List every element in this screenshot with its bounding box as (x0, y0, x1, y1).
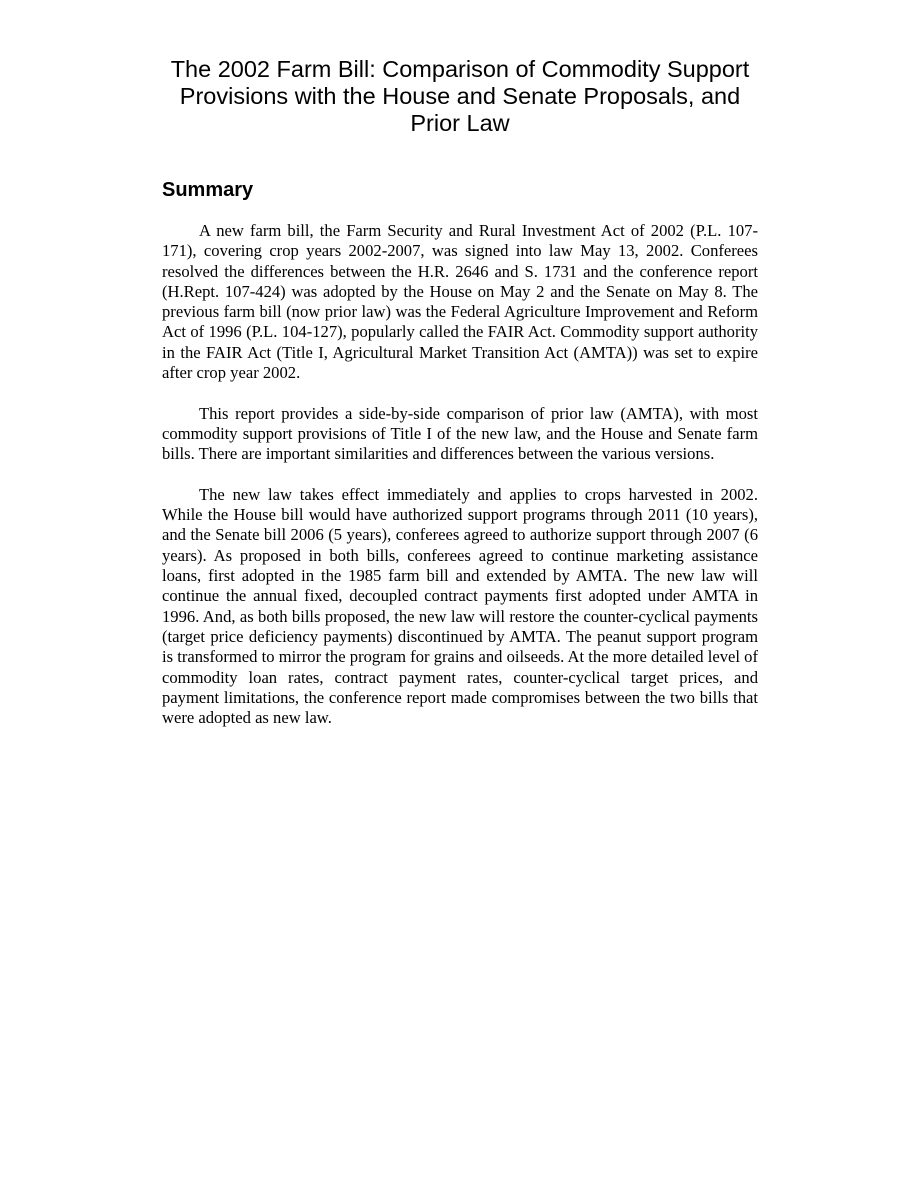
summary-paragraph-1: A new farm bill, the Farm Security and Rural Investment Act of 2002 (P.L. 107-171), covering crop years 2002-2007, was signed into law May 13, 2002. Conferees resolved the differences between the H.R. 2646 and S. 1731 and the conference report (H.Rept. 107-424) was adopted by the House on May 2 and the Senate on May 8. The previous farm bill (now prior law) was the Federal Agriculture Improvement and Reform Act of 1996 (P.L. 104-127), popularly called the FAIR Act. Commodity support authority in the FAIR Act (Title I, Agricultural Market Transition Act (AMTA)) was set to expire after crop year 2002. (162, 221, 758, 383)
summary-paragraph-2: This report provides a side-by-side comparison of prior law (AMTA), with most commodity support provisions of Title I of the new law, and the House and Senate farm bills. There are important similarities and differences between the various versions. (162, 403, 758, 464)
summary-paragraph-3: The new law takes effect immediately and applies to crops harvested in 2002. While the House bill would have authorized support programs through 2011 (10 years), and the Senate bill 2006 (5 years), conferees agreed to authorize support through 2007 (6 years). As proposed in both bills, conferees agreed to continue marketing assistance loans, first adopted in the 1985 farm bill and extended by AMTA. The new law will continue the annual fixed, decoupled contract payments first adopted under AMTA in 1996. And, as both bills proposed, the new law will restore the counter-cyclical payments (target price deficiency payments) discontinued by AMTA. The peanut support program is transformed to mirror the program for grains and oilseeds. At the more detailed level of commodity loan rates, contract payment rates, counter-cyclical target prices, and payment limitations, the conference report made compromises between the two bills that were adopted as new law. (162, 484, 758, 728)
summary-heading: Summary (162, 179, 254, 201)
document-title: The 2002 Farm Bill: Comparison of Commodity Support Provisions with the House and Senate Proposals, and Prior Law (170, 56, 750, 136)
document-page (162, 56, 758, 728)
